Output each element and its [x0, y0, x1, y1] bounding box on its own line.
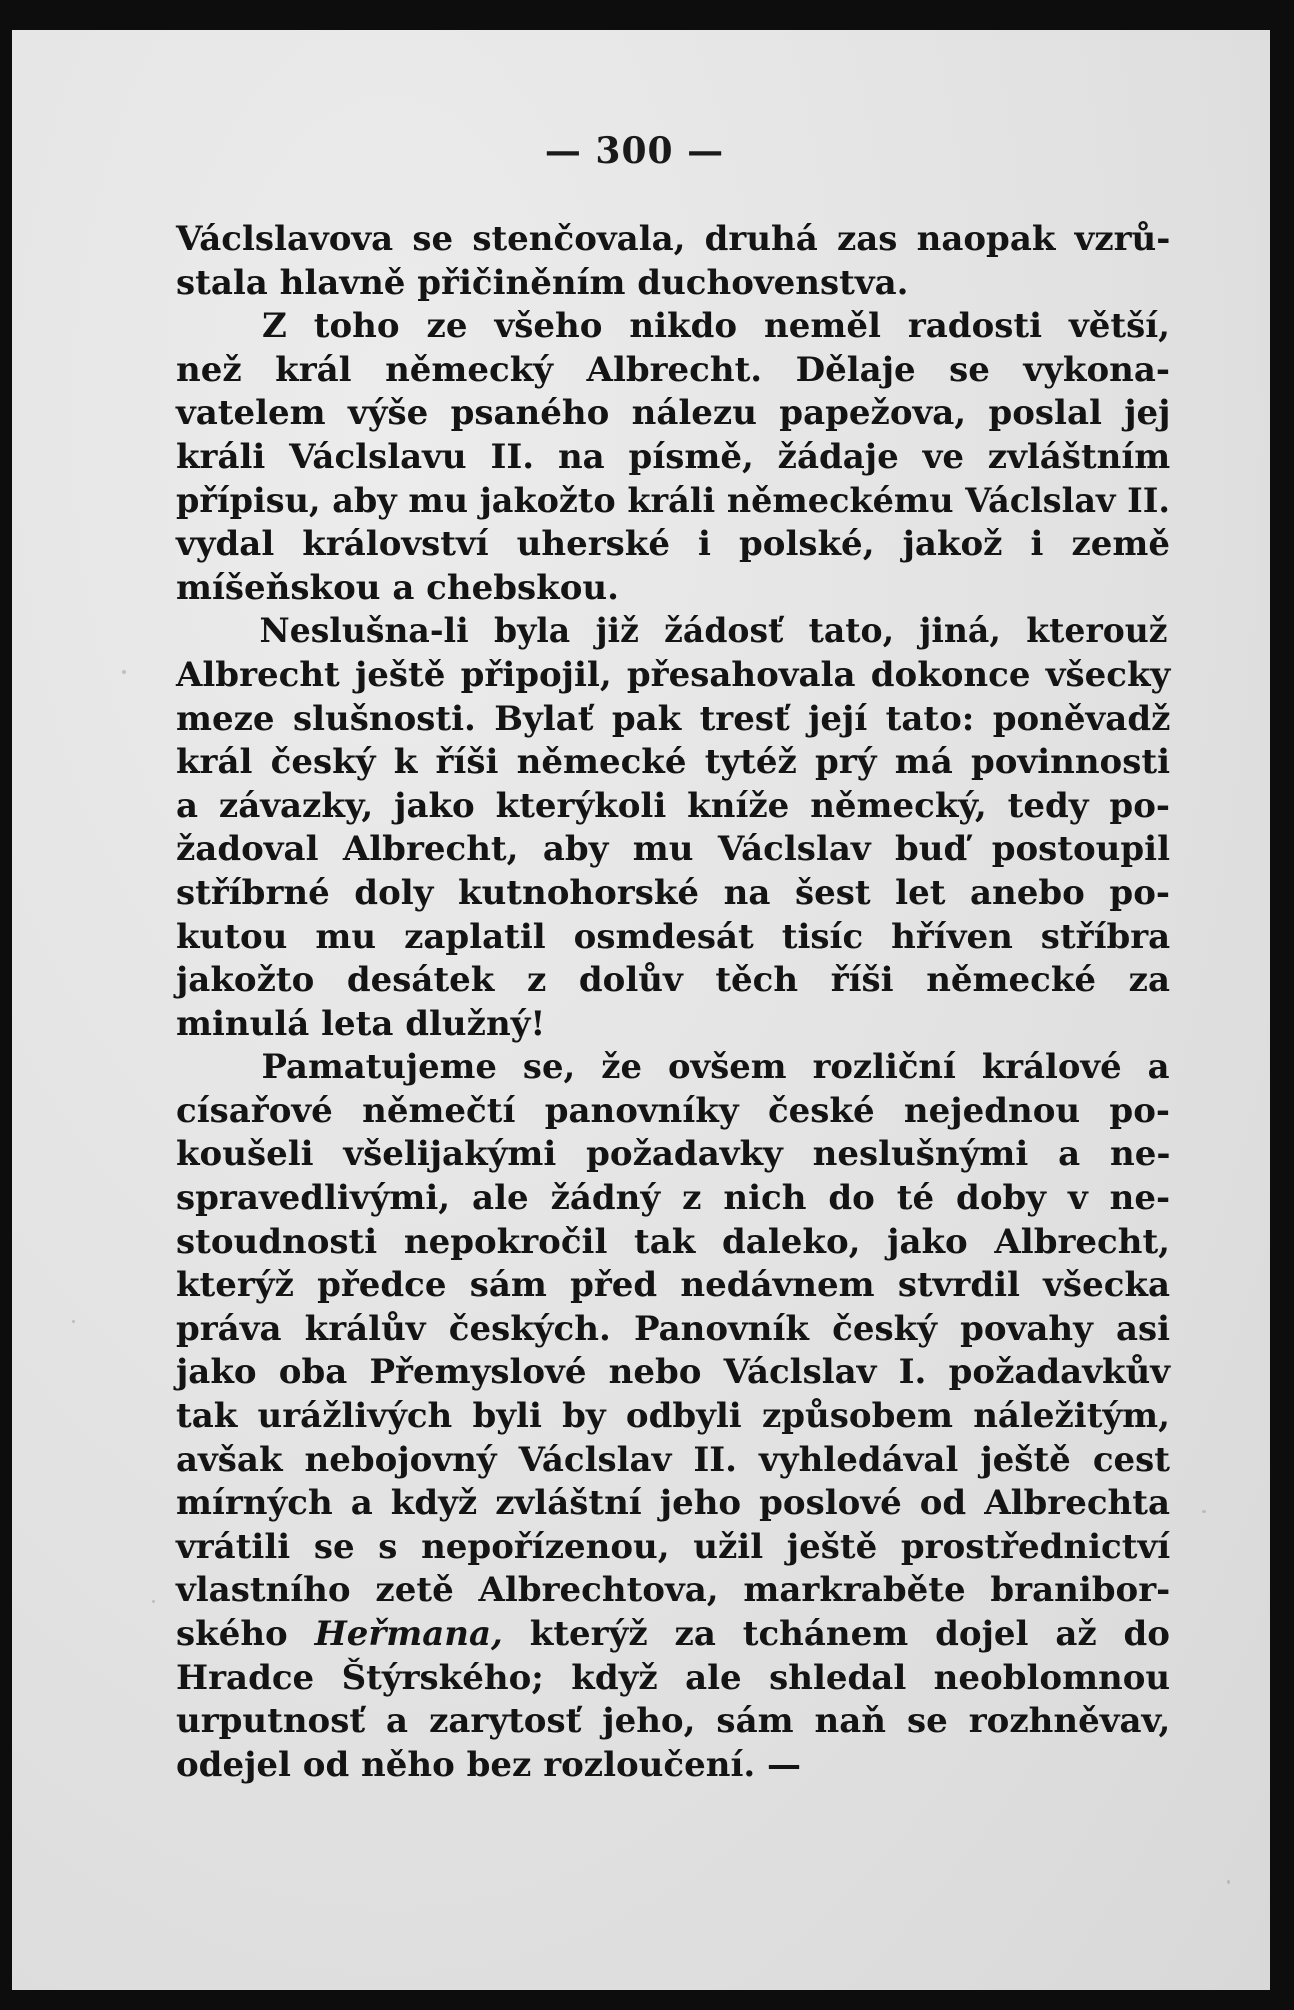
text-line: míšeňskou a chebskou. [176, 567, 619, 608]
text-line: urputnosť a zarytosť jeho, sám naň se rozhněvav, [176, 1701, 1171, 1742]
body-text [176, 218, 1170, 1787]
text-line: vatelem výše psaného nálezu papežova, poslal jej [176, 393, 1171, 434]
text-line: spravedlivými, ale žádný z nich do té doby v ne- [176, 1178, 1171, 1219]
text-line: vydal království uherské i polské, jakož i země [176, 524, 1170, 565]
text-line: stoudnosti nepokročil tak daleko, jako Albrecht, [176, 1221, 1170, 1262]
text-line: odejel od něho bez rozloučení. — [176, 1744, 802, 1785]
text-line: Z toho ze všeho nikdo neměl radosti větší, [262, 306, 1170, 347]
page-number: — 300 — [544, 130, 725, 172]
paper-speck [122, 670, 126, 674]
text-line: stříbrné doly kutnohorské na šest let anebo po- [176, 872, 1170, 913]
text-line: Albrecht ještě připojil, přesahovala dokonce všecky [176, 654, 1171, 695]
text-line: Pamatujeme se, že ovšem rozliční králové a [261, 1047, 1170, 1088]
text-line: avšak nebojovný Václslav II. vyhledával ještě cest [176, 1439, 1170, 1480]
text-line: Neslušna-li byla již žádosť tato, jiná, kterouž [259, 611, 1168, 652]
text-line: meze slušnosti. Bylať pak tresť její tato: poněvadž [176, 698, 1171, 739]
text-line: císařové němečtí panovníky české nejednou po- [176, 1090, 1170, 1131]
text-line: král český k říši německé tytéž prý má povinnosti [176, 742, 1170, 783]
text-line: a závazky, jako kterýkoli kníže německý, tedy po- [176, 785, 1170, 826]
paper-speck [1202, 1510, 1206, 1513]
paper-speck [72, 1320, 75, 1323]
text-line: přípisu, aby mu jakožto králi německému Václslav II. [176, 480, 1170, 521]
text-line: mírných a když zvláštní jeho poslové od Albrechta [176, 1483, 1170, 1524]
text-line: než král německý Albrecht. Dělaje se vykona- [176, 349, 1171, 390]
italic-name: Heřmana, [314, 1614, 503, 1654]
text-segment: ského [176, 1614, 315, 1654]
text-line: minulá leta dlužný! [176, 1003, 546, 1044]
text-line: králi Václslavu II. na písmě, žádaje ve zvláštním [176, 436, 1171, 477]
text-line-with-italic [176, 1613, 1170, 1657]
text-line: Václslavova se stenčovala, druhá zas naopak vzrů- [176, 219, 1171, 259]
text-line: žadoval Albrecht, aby mu Václslav buď postoupil [176, 829, 1170, 870]
paper-speck [1227, 1880, 1230, 1884]
text-line: jakožto desátek z dolův těch říši německé za [176, 960, 1170, 1001]
text-line: kterýž předce sám před nedávnem stvrdil všecka [176, 1265, 1170, 1306]
text-line: vrátili se s nepořízenou, užil ještě prostřednictví [176, 1526, 1171, 1567]
text-line: Hradce Štýrského; když ale shledal neoblomnou [176, 1657, 1171, 1698]
paper-speck [152, 1600, 155, 1603]
text-segment: kterýž za tchánem dojel až do [502, 1614, 1170, 1654]
text-line: práva králův českých. Panovník český povahy asi [176, 1308, 1171, 1349]
text-line: jako oba Přemyslové nebo Václslav I. požadavkův [176, 1352, 1170, 1393]
text-line: koušeli všelijakými požadavky neslušnými a ne- [176, 1134, 1171, 1175]
book-page [12, 30, 1270, 1990]
text-line: kutou mu zaplatil osmdesát tisíc hříven stříbra [176, 916, 1171, 957]
text-line: vlastního zetě Albrechtova, markraběte branibor- [176, 1570, 1171, 1611]
text-line: stala hlavně přičiněním duchovenstva. [176, 262, 909, 303]
text-line: tak urážlivých byli by odbyli způsobem náležitým, [176, 1396, 1170, 1437]
